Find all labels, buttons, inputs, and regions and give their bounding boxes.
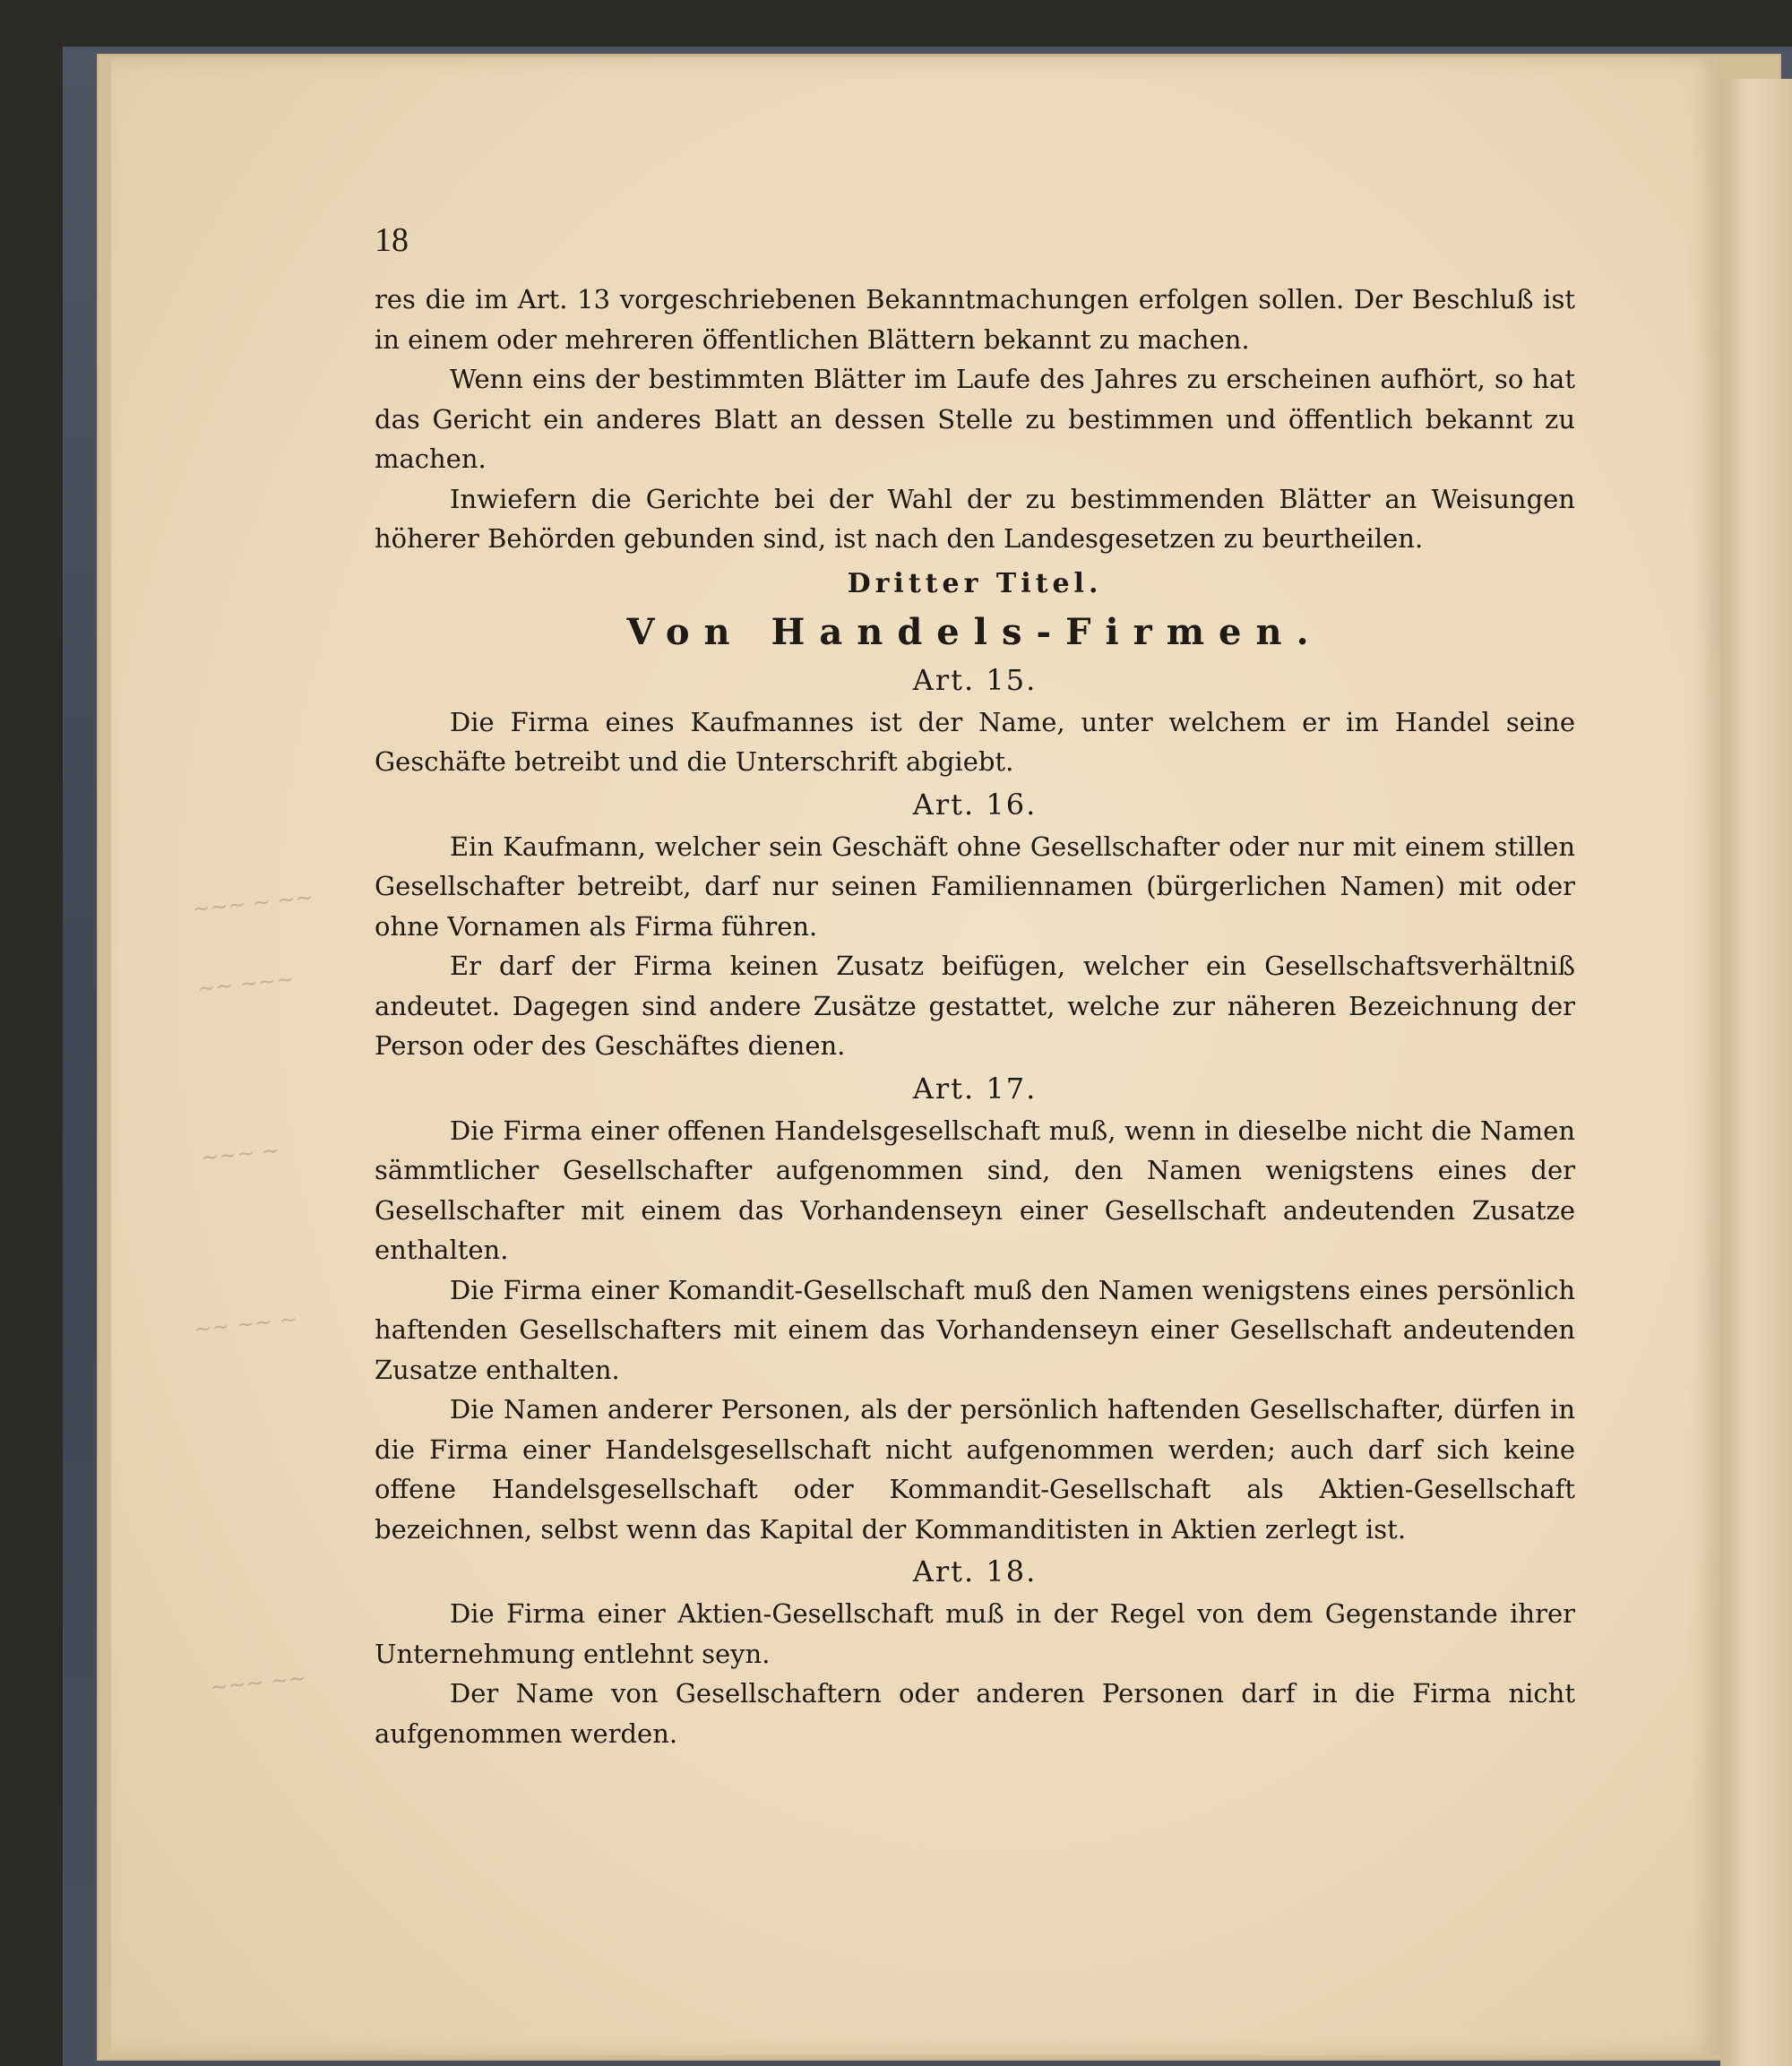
page-content xyxy=(375,220,1575,1753)
pencil-marginalia: ~~~ ~ xyxy=(199,1137,281,1171)
pencil-marginalia: ~~~ ~ ~~ xyxy=(190,883,315,923)
paragraph: Er darf der Firma keinen Zusatz beifügen, welcher ein Gesellschaftsverhältniß andeutet. Dagegen sind andere Zusätze gestattet, welche zur näheren Bezeichnung der Person oder des Geschäftes dienen. xyxy=(375,951,1575,1061)
pencil-marginalia: ~~~ ~~ xyxy=(208,1665,308,1700)
paragraph: Die Firma einer Komandit-Gesellschaft muß den Namen wenigstens eines persönlich haftenden Gesellschafters mit einem das Vorhandenseyn einer Gesellschaft andeutenden Zusatze enthalten. xyxy=(375,1274,1575,1385)
article-heading: Art. 16. xyxy=(912,787,1038,822)
section-title: Dritter Titel. xyxy=(847,567,1103,599)
paragraph: Inwiefern die Gerichte bei der Wahl der zu bestimmenden Blätter an Weisungen höherer Behörden gebunden sind, ist nach den Landesgesetzen zu beurtheilen. xyxy=(375,483,1575,554)
paragraph: Die Firma einer Aktien-Gesellschaft muß in der Regel von dem Gegenstande ihrer Unternehmung entlehnt seyn. xyxy=(375,1598,1575,1669)
page-number: 18 xyxy=(375,221,409,259)
section-subtitle: Von Handels-Firmen. xyxy=(626,610,1323,653)
paragraph: res die im Art. 13 vorgeschriebenen Bekanntmachungen erfolgen sollen. Der Beschluß ist in einem oder mehreren öffentlichen Blättern bekannt zu machen. xyxy=(375,284,1575,355)
article-heading: Art. 17. xyxy=(912,1071,1038,1106)
paragraph: Die Firma einer offenen Handelsgesellschaft muß, wenn in dieselbe nicht die Namen sämmtlicher Gesellschafter aufgenommen sind, den Namen wenigstens eines der Gesellschafter mit einem das Vorhandenseyn einer Gesellschaft andeutenden Zusatze enthalten. xyxy=(375,1115,1575,1265)
pencil-marginalia: ~~ ~~~ xyxy=(195,966,296,1002)
article-heading: Art. 15. xyxy=(912,662,1038,697)
paragraph: Wenn eins der bestimmten Blätter im Laufe des Jahres zu erscheinen aufhört, so hat das Gericht ein anderes Blatt an dessen Stelle zu bestimmen und öffentlich bekannt zu machen. xyxy=(375,364,1575,474)
pencil-marginalia: ~~ ~~ ~ xyxy=(192,1306,298,1342)
paragraph: Ein Kaufmann, welcher sein Geschäft ohne Gesellschafter oder nur mit einem stillen Gesellschafter betreibt, darf nur seinen Familiennamen (bürgerlichen Namen) mit oder ohne Vornamen als Firma führen. xyxy=(375,831,1575,942)
book-gutter xyxy=(1720,79,1792,2066)
paragraph: Die Firma eines Kaufmannes ist der Name, unter welchem er im Handel seine Geschäfte betreibt und die Unterschrift abgiebt. xyxy=(375,706,1575,777)
article-heading: Art. 18. xyxy=(912,1554,1038,1588)
paragraph: Der Name von Gesellschaftern oder anderen Personen darf in die Firma nicht aufgenommen werden. xyxy=(375,1678,1575,1749)
paragraph: Die Namen anderer Personen, als der persönlich haftenden Gesellschafter, dürfen in die Firma einer Handelsgesellschaft nicht aufgenommen werden; auch darf sich keine offene Handelsgesellschaft oder Kommandit-Gesellschaft als Aktien-Gesellschaft bezeichnen, selbst wenn das Kapital der Kommanditisten in Aktien zerlegt ist. xyxy=(375,1394,1575,1545)
